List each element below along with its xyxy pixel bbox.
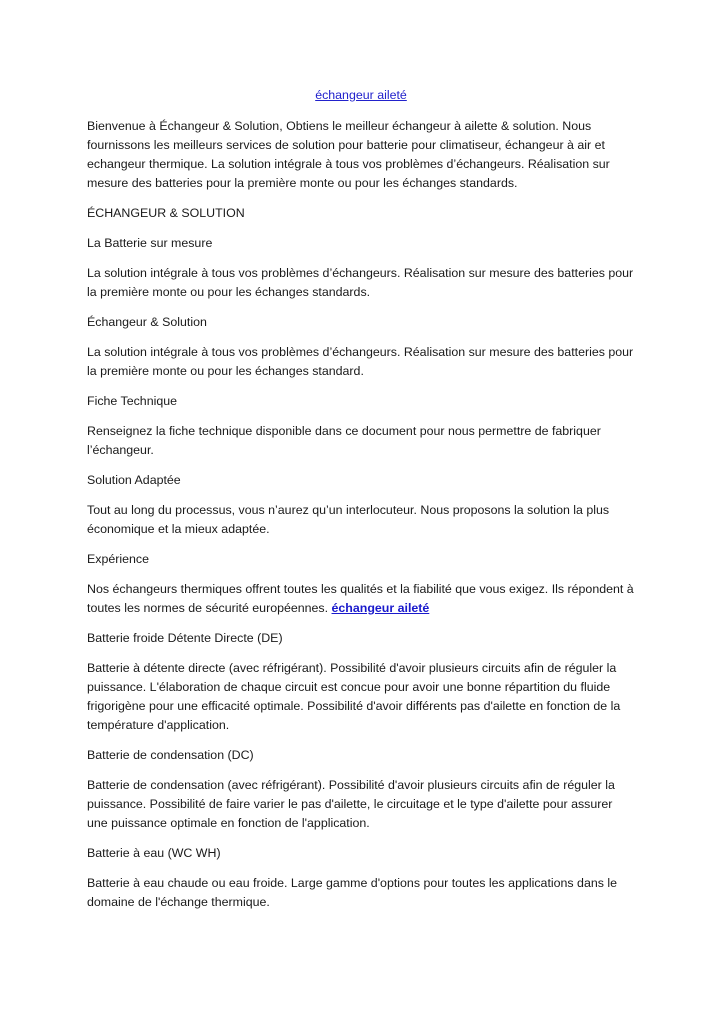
paragraph-echangeur-et-solution: La solution intégrale à tous vos problèmes d’échangeurs. Réalisation sur mesure des batteries pour la première monte ou pour les échanges standard. xyxy=(87,345,634,378)
section-heading-echangeur-solution: ÉCHANGEUR & SOLUTION xyxy=(87,206,245,220)
section-heading-experience: Expérience xyxy=(87,552,149,566)
paragraph-batterie-condensation: Batterie de condensation (avec réfrigérant). Possibilité d'avoir plusieurs circuits afin de réguler la puissance. Possibilité de faire varier le pas d'ailette, le circuitage et le type d'ailette pour assurer une puissance optimale en fonction de l'application. xyxy=(87,778,615,830)
section-heading-batterie-eau: Batterie à eau (WC WH) xyxy=(87,846,221,860)
section-heading-echangeur-et-solution: Échangeur & Solution xyxy=(87,315,207,329)
paragraph-batterie-sur-mesure: La solution intégrale à tous vos problèmes d’échangeurs. Réalisation sur mesure des batteries pour la première monte ou pour les échanges standards. xyxy=(87,266,634,299)
paragraph-experience xyxy=(87,580,635,618)
experience-text: Nos échangeurs thermiques offrent toutes les qualités et la fiabilité que vous exigez. Ils répondent à toutes les normes de sécurité européennes. xyxy=(87,582,634,615)
section-heading-batterie-froide: Batterie froide Détente Directe (DE) xyxy=(87,631,283,645)
section-heading-fiche-technique: Fiche Technique xyxy=(87,394,178,408)
section-heading-batterie-condensation: Batterie de condensation (DC) xyxy=(87,748,254,762)
document-body xyxy=(87,86,635,923)
paragraph-solution-adaptee: Tout au long du processus, vous n’aurez qu’un interlocuteur. Nous proposons la solution la plus économique et la mieux adaptée. xyxy=(87,503,610,536)
intro-paragraph: Bienvenue à Échangeur & Solution, Obtiens le meilleur échangeur à ailette & solution. Nous fournissons les meilleurs services de solution pour batterie pour climatiseur, échangeur à air et echangeur thermique. La solution intégrale à tous vos problèmes d’échangeurs. Réalisation sur mesure des batteries pour la première monte ou pour les échanges standards. xyxy=(87,119,610,190)
paragraph-batterie-froide: Batterie à détente directe (avec réfrigérant). Possibilité d'avoir plusieurs circuits afin de réguler la puissance. L'élaboration de chaque circuit est concue pour avoir une bonne répartition du fluide frigorigène pour une efficacité optimale. Possibilité d'avoir différents pas d'ailette en fonction de la température d'application. xyxy=(87,661,621,732)
title-line xyxy=(87,86,635,105)
experience-link[interactable]: échangeur aileté xyxy=(331,601,430,615)
paragraph-batterie-eau: Batterie à eau chaude ou eau froide. Large gamme d'options pour toutes les applications dans le domaine de l'échange thermique. xyxy=(87,876,618,909)
section-heading-batterie-sur-mesure: La Batterie sur mesure xyxy=(87,236,213,250)
section-heading-solution-adaptee: Solution Adaptée xyxy=(87,473,181,487)
paragraph-fiche-technique: Renseignez la fiche technique disponible dans ce document pour nous permettre de fabriquer l’échangeur. xyxy=(87,424,601,457)
title-link[interactable]: échangeur aileté xyxy=(315,88,407,102)
